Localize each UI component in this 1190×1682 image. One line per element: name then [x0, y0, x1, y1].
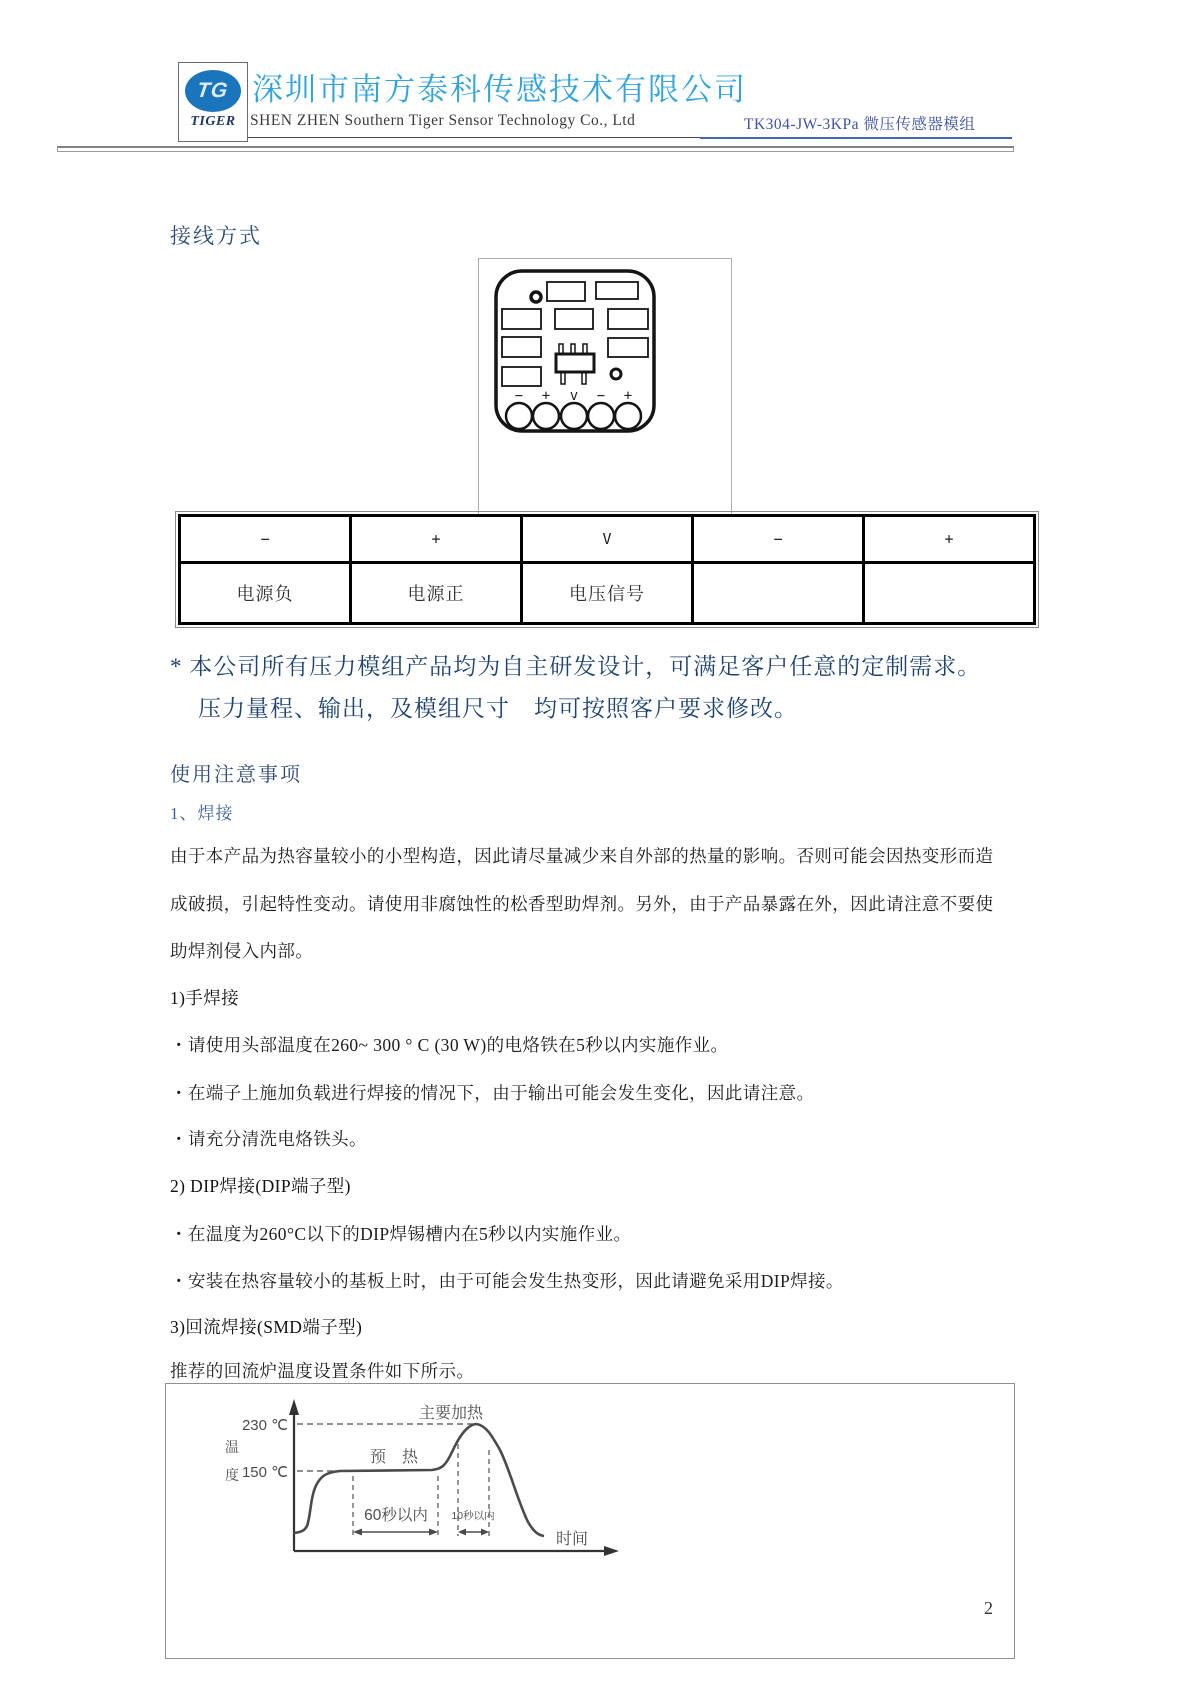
ic-chip [556, 344, 594, 384]
header-underline-dark [248, 137, 700, 138]
table-header-row [180, 516, 1035, 563]
table-cell [693, 563, 864, 624]
arrow-right-icon [429, 1529, 438, 1536]
table-cell: 电源正 [351, 563, 522, 624]
precautions-heading: 使用注意事项 [170, 764, 302, 786]
pin-label: + [623, 388, 633, 404]
time-axis-label: 时间 [555, 1531, 589, 1548]
within-60s-label: 60秒以内 [364, 1507, 428, 1524]
wiring-heading: 接线方式 [170, 224, 262, 248]
company-name-en: SHEN ZHEN Southern Tiger Sensor Technology Co., Ltd [250, 112, 636, 129]
preheat-label: 预 热 [369, 1449, 419, 1466]
x-axis-arrow-icon [604, 1546, 619, 1556]
table-header-cell: − [693, 516, 864, 563]
custom-note-line: * 本公司所有压力模组产品均为自主研发设计，可满足客户任意的定制需求。 [170, 654, 982, 679]
reflow-chart-figure [165, 1383, 1015, 1659]
pin-label: + [541, 388, 551, 404]
company-name-cn: 深圳市南方泰科传感技术有限公司 [252, 72, 747, 107]
product-code: TK304-JW-3KPa 微压传感器模组 [744, 116, 976, 133]
header-underline-blue [700, 137, 1012, 139]
custom-note-line: 压力量程、输出，及模组尺寸 均可按照客户要求修改。 [198, 696, 798, 721]
terminal-pads [506, 403, 641, 429]
reflow-heading: 3)回流焊接(SMD端子型) [170, 1317, 363, 1337]
arrow-left-icon [458, 1529, 466, 1536]
wiring-figure [478, 258, 732, 516]
header-rule [57, 146, 1014, 152]
arrow-left-icon [353, 1529, 362, 1536]
table-cell: 电源负 [180, 563, 351, 624]
logo-tiger-text: TIGER [190, 114, 236, 129]
y-axis-arrow-icon [289, 1399, 299, 1415]
table-cell: 电压信号 [522, 563, 693, 624]
table-header-cell: + [864, 516, 1035, 563]
mounting-hole-icon [611, 369, 621, 379]
paragraph-line: 由于本产品为热容量较小的小型构造，因此请尽量减少来自外部的热量的影响。否则可能会因热变形而造 [170, 846, 994, 866]
table-header-cell: − [180, 516, 351, 563]
table-header-cell: V [522, 516, 693, 563]
tiger-logo-icon [185, 70, 241, 112]
main-heat-label: 主要加热 [418, 1405, 484, 1422]
pin-label: − [596, 388, 606, 404]
bullet-item: ・在温度为260°C以下的DIP焊锡槽内在5秒以内实施作业。 [170, 1224, 632, 1244]
tiger-logo [178, 62, 248, 142]
arrow-right-icon [481, 1529, 489, 1536]
within-10s-label: 10秒以内 [451, 1510, 495, 1522]
table-cell [864, 563, 1035, 624]
soldering-subheading: 1、焊接 [170, 804, 234, 823]
logo-tg-text: TG [195, 79, 231, 102]
bullet-item: ・在端子上施加负载进行焊接的情况下，由于输出可能会发生变化，因此请注意。 [170, 1083, 815, 1103]
reflow-chart [166, 1384, 1014, 1658]
pin-label: v [569, 388, 579, 404]
bullet-item: ・请充分清洗电烙铁头。 [170, 1129, 367, 1149]
page-number: 2 [984, 1598, 993, 1618]
paragraph-line: 助焊剂侵入内部。 [170, 941, 314, 961]
table-header-cell: + [351, 516, 522, 563]
y-axis-label-char: 度 [225, 1467, 239, 1483]
y-tick-230: 230 ℃ [241, 1417, 288, 1434]
paragraph-line: 成破损，引起特性变动。请使用非腐蚀性的松香型助焊剂。另外，由于产品暴露在外，因此请注意不要使 [170, 894, 994, 914]
bullet-item: ・安装在热容量较小的基板上时，由于可能会发生热变形，因此请避免采用DIP焊接。 [170, 1271, 844, 1291]
reflow-intro: 推荐的回流炉温度设置条件如下所示。 [170, 1361, 475, 1381]
hand-soldering-heading: 1)手焊接 [170, 988, 240, 1008]
pad-rects [502, 282, 648, 386]
module-pin-labels [515, 388, 632, 404]
table-row [180, 563, 1035, 624]
y-tick-150: 150 ℃ [241, 1464, 288, 1481]
bullet-item: ・请使用头部温度在260~ 300 ° C (30 W)的电烙铁在5秒以内实施作业。 [170, 1035, 729, 1055]
wiring-table [178, 514, 1036, 625]
y-axis-label-char: 温 [225, 1439, 239, 1455]
wiring-module-diagram [479, 259, 731, 515]
dip-soldering-heading: 2) DIP焊接(DIP端子型) [170, 1176, 351, 1196]
mounting-hole-icon [531, 292, 541, 302]
pin-label: − [514, 388, 524, 404]
